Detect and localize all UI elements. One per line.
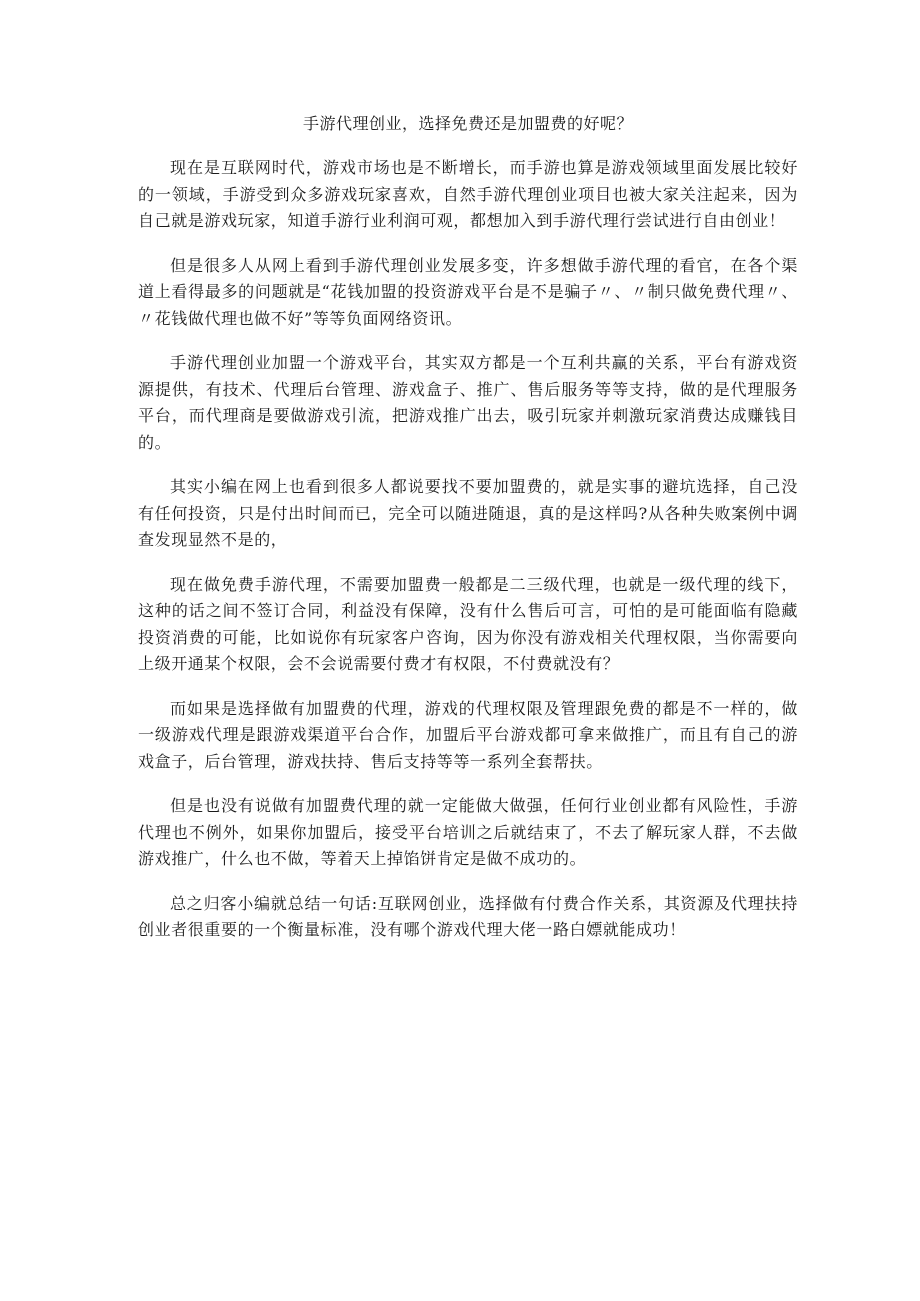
paragraph-6: 而如果是选择做有加盟费的代理，游戏的代理权限及管理跟免费的都是不一样的，做一级游戏代理是跟游戏渠道平台合作，加盟后平台游戏都可拿来做推广，而且有自己的游戏盒子，后台管理，游戏扶持、售后支持等等一系列全套帮扶。 bbox=[138, 698, 798, 771]
paragraph-2: 但是很多人从网上看到手游代理创业发展多变，许多想做手游代理的看官，在各个渠道上看得最多的问题就是“花钱加盟的投资游戏平台是不是骗子〃、〃制只做免费代理〃、〃花钱做代理也做不好”等等负面网络资讯。 bbox=[138, 255, 798, 328]
paragraph-8: 总之归客小编就总结一句话:互联网创业，选择做有付费合作关系，其资源及代理扶持创业者很重要的一个衡量标准，没有哪个游戏代理大佬一路白嫖就能成功！ bbox=[138, 893, 798, 939]
paragraph-4: 其实小编在网上也看到很多人都说要找不要加盟费的，就是实事的避坑选择，自己没有任何投资，只是付出时间而已，完全可以随进随退，真的是这样吗?从各种失败案例中调查发现显然不是的， bbox=[138, 477, 798, 549]
article-title: 手游代理创业，选择免费还是加盟费的好呢？ bbox=[302, 114, 633, 133]
paragraph-3: 手游代理创业加盟一个游戏平台，其实双方都是一个互利共赢的关系，平台有游戏资源提供，有技术、代理后台管理、游戏盒子、推广、售后服务等等支持，做的是代理服务平台，而代理商是要做游戏引流，把游戏推广出去，吸引玩家并刺激玩家消费达成赚钱目的。 bbox=[138, 353, 798, 452]
article-body bbox=[138, 112, 798, 962]
paragraph-7: 但是也没有说做有加盟费代理的就一定能做大做强，任何行业创业都有风险性，手游代理也不例外，如果你加盟后，接受平台培训之后就结束了，不去了解玩家人群，不去做游戏推广，什么也不做，等着天上掉馅饼肯定是做不成功的。 bbox=[138, 796, 798, 868]
paragraph-5: 现在做免费手游代理，不需要加盟费一般都是二三级代理，也就是一级代理的线下，这种的话之间不签订合同，利益没有保障，没有什么售后可言，可怕的是可能面临有隐藏投资消费的可能，比如说你有玩家客户咨询，因为你没有游戏相关代理权限，当你需要向上级开通某个权限，会不会说需要付费才有权限，不付费就没有？ bbox=[138, 574, 798, 673]
paragraph-1: 现在是互联网时代，游戏市场也是不断增长，而手游也算是游戏领域里面发展比较好的一领域，手游受到众多游戏玩家喜欢，自然手游代理创业项目也被大家关注起来，因为自己就是游戏玩家，知道手游行业利润可观，都想加入到手游代理行尝试进行自由创业！ bbox=[138, 158, 798, 230]
